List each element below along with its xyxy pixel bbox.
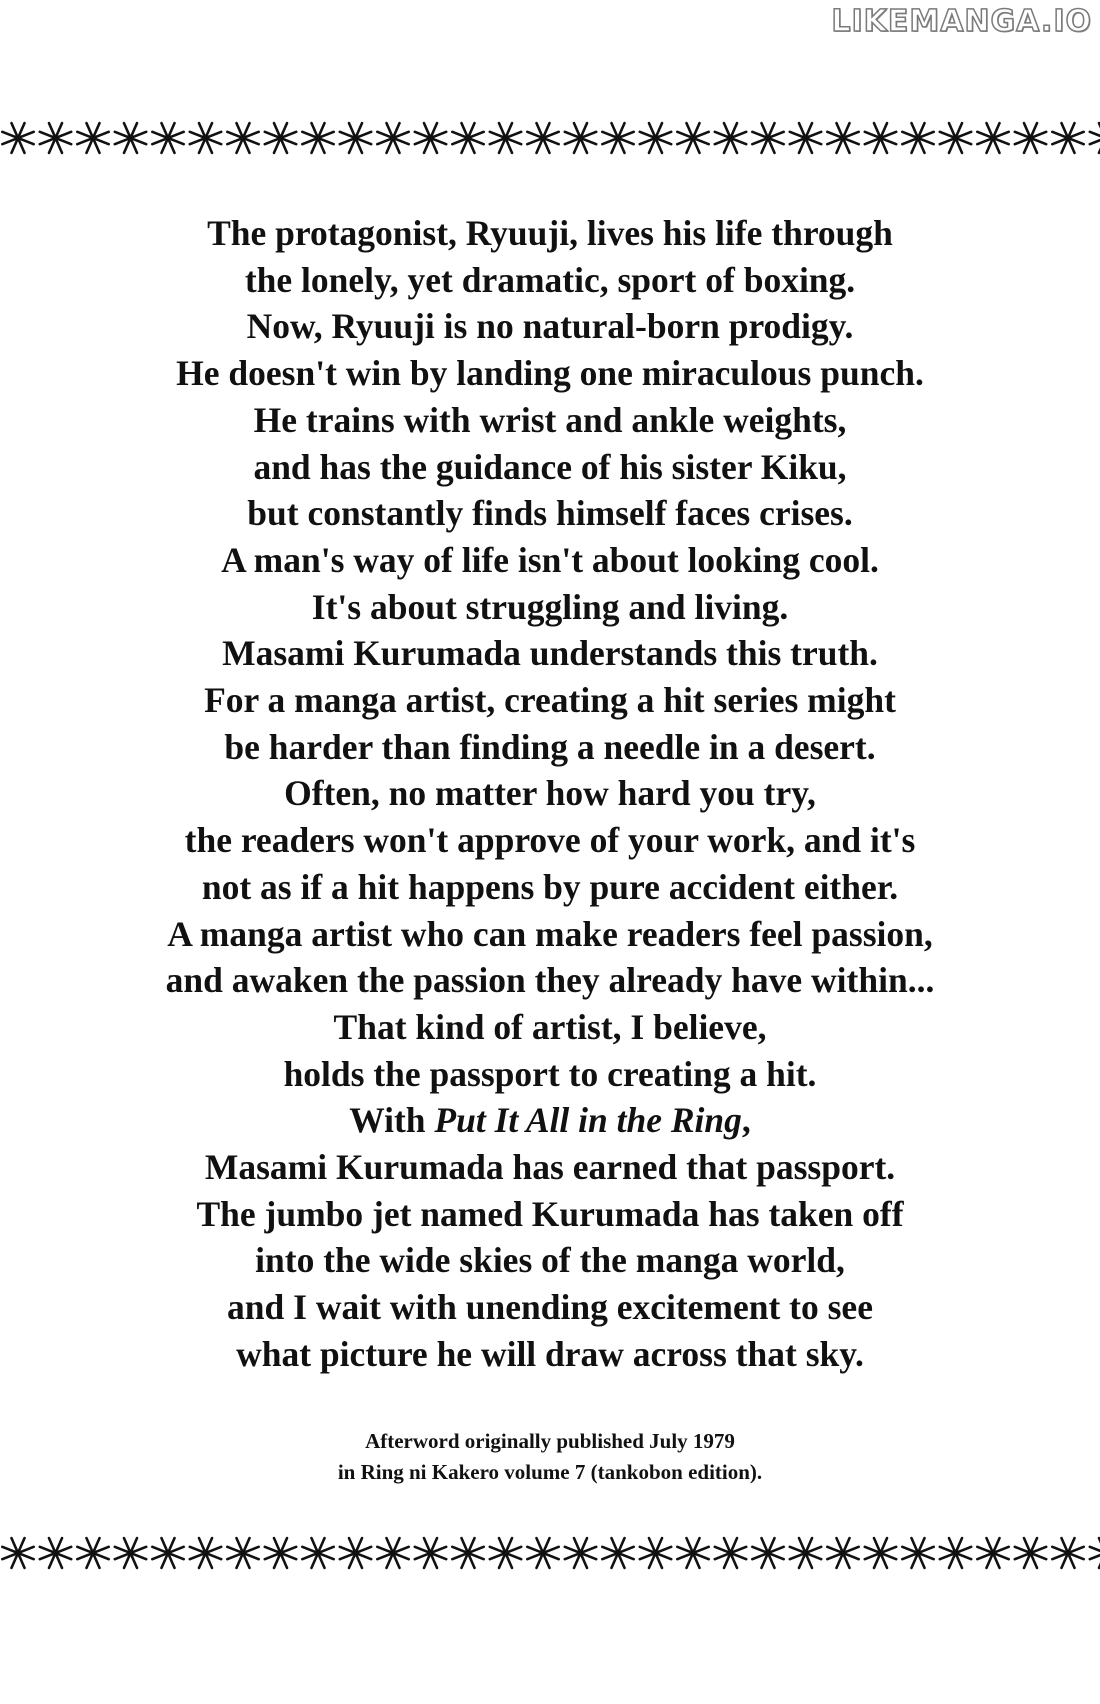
asterisk-star-icon	[265, 1538, 296, 1568]
asterisk-star-icon	[377, 123, 408, 153]
afterword-line: That kind of artist, I believe,	[333, 1006, 767, 1047]
asterisk-star-icon	[227, 123, 258, 153]
asterisk-star-icon	[940, 123, 971, 153]
asterisk-star-icon	[340, 1538, 371, 1568]
asterisk-star-icon	[1090, 1538, 1100, 1568]
asterisk-star-icon	[865, 123, 896, 153]
afterword-line: Masami Kurumada understands this truth.	[222, 633, 878, 674]
asterisk-star-icon	[977, 1538, 1008, 1568]
afterword-line: be harder than finding a needle in a desert.	[224, 726, 876, 767]
asterisk-star-icon	[1015, 123, 1046, 153]
asterisk-star-icon	[415, 1538, 446, 1568]
asterisk-star-icon	[902, 1538, 933, 1568]
afterword-line: the readers won't approve of your work, and it's	[184, 820, 916, 861]
asterisk-star-icon	[602, 123, 633, 153]
afterword-line: Often, no matter how hard you try,	[284, 773, 816, 814]
asterisk-star-icon	[190, 1538, 221, 1568]
asterisk-star-icon	[302, 123, 333, 153]
asterisk-star-icon	[452, 123, 483, 153]
afterword-line: He trains with wrist and ankle weights,	[253, 399, 847, 440]
title-prefix: With	[349, 1100, 435, 1141]
asterisk-star-icon	[940, 1538, 971, 1568]
asterisk-star-icon	[302, 1538, 333, 1568]
asterisk-star-icon	[1052, 123, 1083, 153]
asterisk-star-icon	[640, 1538, 671, 1568]
star-border-svg	[0, 108, 1100, 168]
asterisk-star-icon	[715, 1538, 746, 1568]
afterword-line: not as if a hit happens by pure accident either.	[201, 866, 899, 907]
series-title: Put It All in the Ring	[434, 1100, 742, 1141]
asterisk-star-icon	[490, 123, 521, 153]
asterisk-star-icon	[377, 1538, 408, 1568]
afterword-line: and I wait with unending excitement to see	[227, 1287, 873, 1328]
asterisk-star-icon	[115, 123, 146, 153]
afterword-line: The protagonist, Ryuuji, lives his life through	[207, 213, 893, 253]
afterword-line: what picture he will draw across that sky.	[236, 1333, 864, 1374]
afterword-line: He doesn't win by landing one miraculous punch.	[176, 353, 924, 394]
afterword-line: The jumbo jet named Kurumada has taken off	[196, 1193, 904, 1234]
asterisk-star-icon	[827, 123, 858, 153]
asterisk-star-icon	[1052, 1538, 1083, 1568]
afterword-line: For a manga artist, creating a hit series might	[204, 680, 896, 721]
star-border-svg	[0, 1523, 1100, 1583]
asterisk-star-icon	[1015, 1538, 1046, 1568]
credits-line: in Ring ni Kakero volume 7 (tankobon edition).	[337, 1460, 763, 1484]
asterisk-star-icon	[677, 1538, 708, 1568]
asterisk-star-icon	[565, 123, 596, 153]
afterword-line: and has the guidance of his sister Kiku,	[253, 446, 847, 487]
asterisk-star-icon	[340, 123, 371, 153]
asterisk-star-icon	[827, 1538, 858, 1568]
top-star-border	[0, 108, 1100, 168]
asterisk-star-icon	[227, 1538, 258, 1568]
asterisk-star-icon	[902, 123, 933, 153]
asterisk-star-icon	[2, 123, 33, 153]
afterword-line: A man's way of life isn't about looking cool.	[221, 539, 879, 580]
asterisk-star-icon	[1090, 123, 1100, 153]
asterisk-star-icon	[977, 123, 1008, 153]
asterisk-star-icon	[2, 1538, 33, 1568]
asterisk-star-icon	[865, 1538, 896, 1568]
asterisk-star-icon	[490, 1538, 521, 1568]
asterisk-star-icon	[527, 1538, 558, 1568]
afterword-line: but constantly finds himself faces crises.	[247, 493, 853, 534]
asterisk-star-icon	[77, 1538, 108, 1568]
afterword-line: into the wide skies of the manga world,	[255, 1240, 845, 1281]
asterisk-star-icon	[115, 1538, 146, 1568]
asterisk-star-icon	[190, 123, 221, 153]
asterisk-star-icon	[565, 1538, 596, 1568]
afterword-line: A manga artist who can make readers feel passion,	[167, 913, 933, 954]
afterword-line: and awaken the passion they already have within...	[165, 960, 935, 1001]
bottom-star-border	[0, 1523, 1100, 1583]
afterword-line: It's about struggling and living.	[311, 586, 789, 627]
asterisk-star-icon	[752, 123, 783, 153]
asterisk-star-icon	[677, 123, 708, 153]
asterisk-star-icon	[265, 123, 296, 153]
asterisk-star-icon	[752, 1538, 783, 1568]
asterisk-star-icon	[640, 123, 671, 153]
credits-line: Afterword originally published July 1979	[365, 1429, 735, 1453]
asterisk-star-icon	[40, 1538, 71, 1568]
afterword-title-line	[0, 1097, 1100, 1144]
afterword-text	[0, 210, 1100, 1378]
asterisk-star-icon	[415, 123, 446, 153]
afterword-line: holds the passport to creating a hit.	[283, 1053, 817, 1094]
asterisk-star-icon	[715, 123, 746, 153]
asterisk-star-icon	[527, 123, 558, 153]
asterisk-star-icon	[40, 123, 71, 153]
asterisk-star-icon	[790, 123, 821, 153]
asterisk-star-icon	[152, 1538, 183, 1568]
asterisk-star-icon	[602, 1538, 633, 1568]
asterisk-star-icon	[152, 123, 183, 153]
asterisk-star-icon	[452, 1538, 483, 1568]
afterword-line: Masami Kurumada has earned that passport.	[204, 1147, 896, 1188]
asterisk-star-icon	[77, 123, 108, 153]
title-suffix: ,	[741, 1100, 751, 1141]
site-watermark: LIKEMANGA.IO	[831, 4, 1092, 39]
afterword-line: the lonely, yet dramatic, sport of boxing.	[244, 259, 856, 300]
asterisk-star-icon	[790, 1538, 821, 1568]
publication-credits	[0, 1426, 1100, 1488]
afterword-line: Now, Ryuuji is no natural-born prodigy.	[246, 306, 854, 347]
